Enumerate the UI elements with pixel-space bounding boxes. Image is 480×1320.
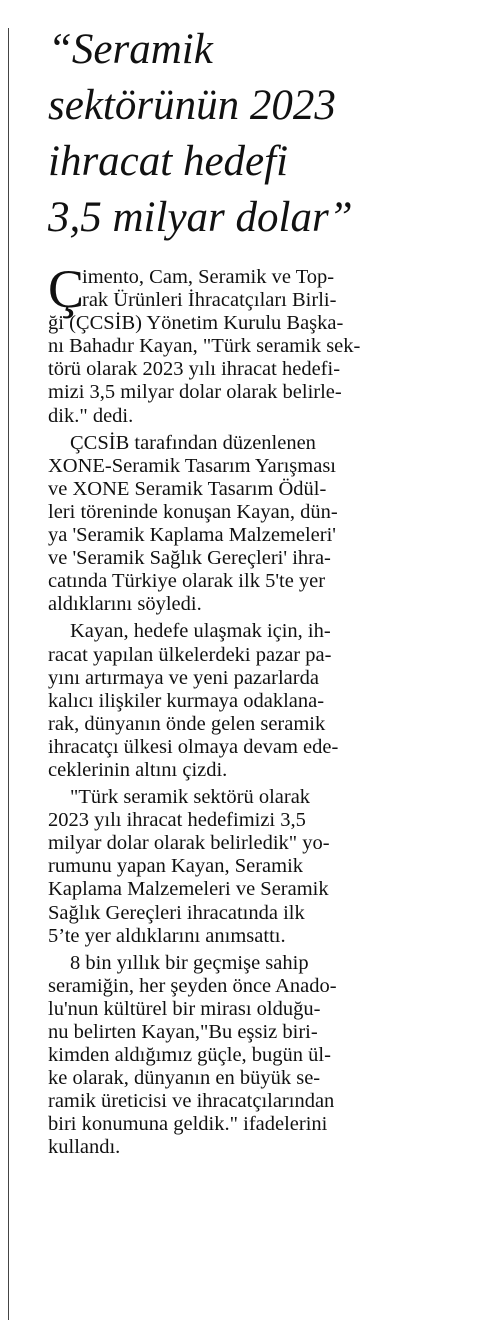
text-line: leri töreninde konuşan Kayan, dün- [48, 500, 338, 523]
headline-line: ihracat hedefi [48, 138, 289, 185]
text-line: ÇCSİB tarafından düzenlenen [70, 431, 316, 454]
paragraph-1 [48, 259, 428, 428]
text-line: ve XONE Seramik Tasarım Ödül- [48, 477, 327, 500]
text-line: 5’te yer aldıklarını anımsattı. [48, 924, 286, 947]
text-line: lu'nun kültürel bir mirası olduğu- [48, 997, 321, 1020]
text-line: ya 'Seramik Kaplama Malzemeleri' [48, 524, 337, 547]
text-line: kullandı. [48, 1136, 121, 1159]
headline [48, 22, 428, 246]
text-line: biri konumuna geldik." ifadelerini [48, 1113, 328, 1136]
paragraph-4 [48, 786, 428, 948]
paragraph-3 [48, 620, 428, 782]
text-line: rak Ürünleri İhracatçıları Birli- [82, 289, 337, 312]
text-line: Sağlık Gereçleri ihracatında ilk [48, 901, 305, 924]
news-article [48, 22, 428, 1160]
text-line: racat yapılan ülkelerdeki pazar pa- [48, 643, 332, 666]
text-line: aldıklarını söyledi. [48, 593, 202, 616]
text-line: seramiğin, her şeyden önce Anado- [48, 974, 337, 997]
headline-line: “Seramik [48, 26, 213, 73]
text-line: ceklerinin altını çizdi. [48, 758, 228, 781]
text-line: ve 'Seramik Sağlık Gereçleri' ihra- [48, 547, 331, 570]
text-line: XONE-Seramik Tasarım Yarışması [48, 454, 337, 477]
text-line: ihracatçı ülkesi olmaya devam ede- [48, 735, 339, 758]
text-line: nı Bahadır Kayan, "Türk seramik sek- [48, 335, 361, 358]
headline-line: sektörünün 2023 [48, 82, 336, 129]
text-line: kalıcı ilişkiler kurmaya odaklana- [48, 689, 325, 712]
text-line: 8 bin yıllık bir geçmişe sahip [70, 951, 309, 974]
text-line: rumunu yapan Kayan, Seramik [48, 855, 304, 878]
text-line: dik." dedi. [48, 404, 134, 427]
text-line: catında Türkiye olarak ilk 5'te yer [48, 570, 326, 593]
article-body [48, 259, 428, 1160]
paragraph-5 [48, 952, 428, 1160]
text-line: "Türk seramik sektörü olarak [70, 786, 311, 809]
text-line: ramik üreticisi ve ihracatçılarından [48, 1090, 335, 1113]
text-line: Kayan, hedefe ulaşmak için, ih- [70, 620, 331, 643]
text-line: mizi 3,5 milyar dolar olarak belirle- [48, 381, 342, 404]
text-line: 2023 yılı ihracat hedefimizi 3,5 [48, 809, 306, 832]
paragraph-2 [48, 432, 428, 617]
text-line: nu belirten Kayan,"Bu eşsiz biri- [48, 1021, 318, 1043]
text-line: kimden aldığımız güçle, bugün ül- [48, 1044, 331, 1067]
drop-cap: Ç [48, 259, 85, 319]
text-line: milyar dolar olarak belirledik" yo- [48, 832, 330, 855]
text-line: rak, dünyanın önde gelen seramik [48, 712, 326, 735]
text-line: yını artırmaya ve yeni pazarlarda [48, 666, 319, 689]
headline-line: 3,5 milyar dolar” [48, 194, 353, 241]
text-line: ği (ÇCSİB) Yönetim Kurulu Başka- [48, 312, 344, 335]
text-line: törü olarak 2023 yılı ihracat hedefi- [48, 358, 341, 381]
text-line: Kaplama Malzemeleri ve Seramik [48, 878, 329, 901]
text-line: ke olarak, dünyanın en büyük se- [48, 1067, 321, 1090]
text-line: imento, Cam, Seramik ve Top- [82, 266, 335, 288]
column-rule [8, 28, 9, 1320]
